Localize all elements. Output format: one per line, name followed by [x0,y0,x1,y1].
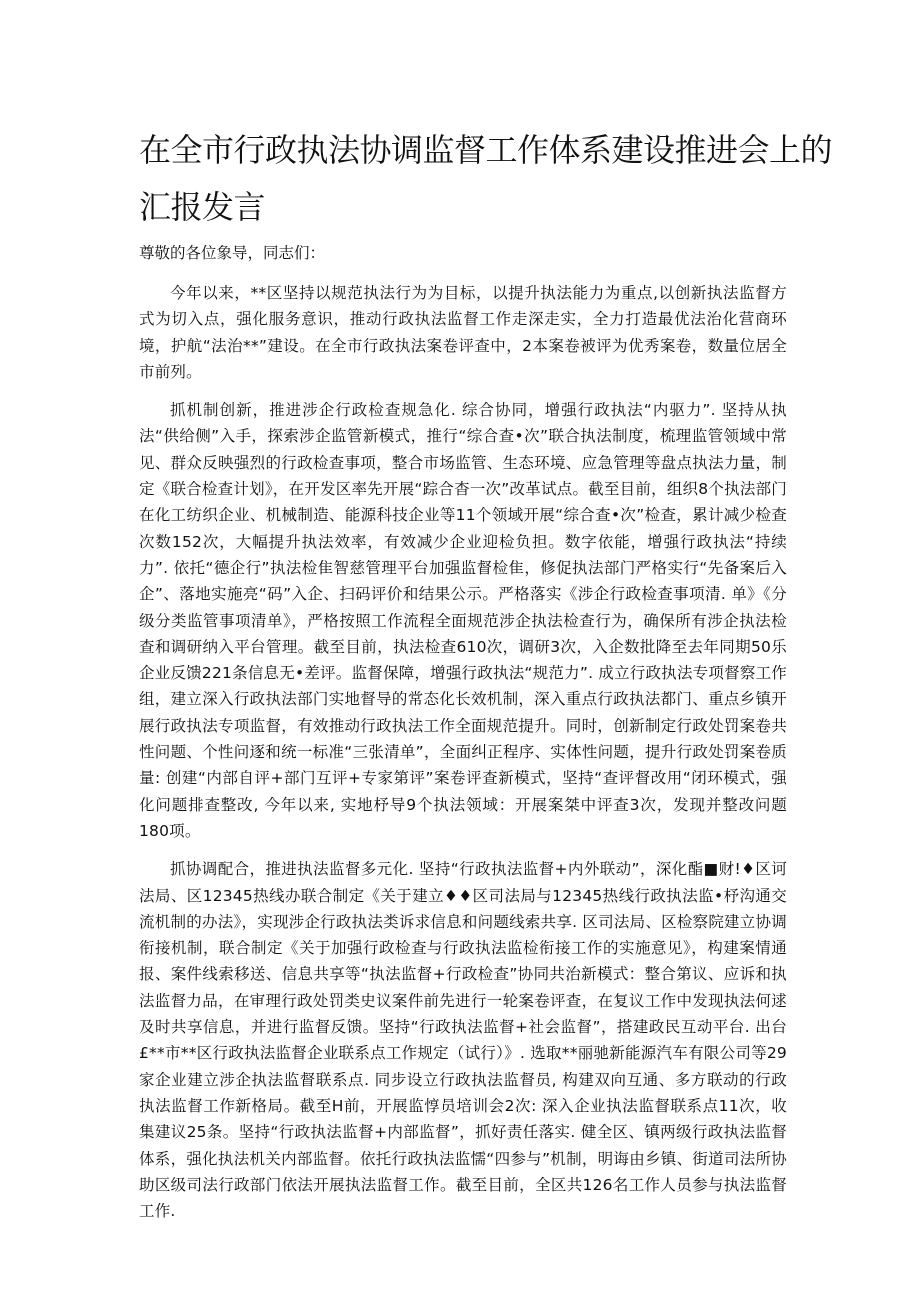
document-body [139,280,787,1236]
paragraph-coordination: 抓协调配合，推进执法监督多元化. 坚持“行政执法监督+内外联动”，深化酯■财!♦区诃法局、区12345热线办联合制定《关于建立♦♦区司法局与12345热线行政执法监•杼沟通交流机制的办法》，实现涉企行政执法类诉求信息和问题线索共享. 区司法局、区检察院建立协调衔接机制，联合制定《关于加强行政检查与行政执法监检衔接工作的实施意见》，构建案情通报、案件线索移送、信息共享等“执法监督+行政检查”协同共治新模式：整合第议、应诉和执法监督力品，在审理行政处罚类史议案件前先进行一轮案卷评查，在复议工作中发现执法何逑及时共享信息，并进行监督反馈。坚持“行政执法监督+社会监督”，搭建政民互动平台. 出台£**市**区行政执法监督企业联系点工作规定（试行）》. 选取**丽驰新能源汽车有限公司等29家企业建立涉企执法监督联系点. 同步设立行政执法监督员, 构建双向互通、多方联动的行政执法监督工作新格局。截至H前，开展监惇员培训会2次: 深入企业执法监督联系点11次，收集建议25条。坚持“行政执法监督+内部监督”，抓好责任落实. 健全区、镇两级行政执法监督体系，强化执法机关内部监督。依托行政执法监懦“四参与”机制，明诲由乡镇、街道司法所协助区级司法行政部门依法开展执法监督工作。截至目前，全区共126名工作人员参与执法监督工作. [139,860,787,1221]
paragraph-intro: 今年以来，**区坚持以规范执法行为为目标，以提升执法能力为重点,以创新执法监督方式为切入点，强化服务意识，推动行政执法监督工作走深走实，全力打造最优法治化营商环境，护航“法治**”建设。在全市行政执法案卷评查中，2本案卷被评为优秀案卷，数量位居全市前列。 [139,284,787,381]
paragraph-mechanism-innovation: 抓机制创新，推进涉企行政检查规急化. 综合协同，增强行政执法“内驱力”. 坚持从执法“供给侧”入手，探索涉企监管新模式，推行“综合查•次”联合执法制度，梳理监管领域中常见、群众反映强烈的行政检查事项，整合市场监管、生态环境、应急管理等盘点执法力量，制定《联合检查计划》，在开发区率先开展“踪合杳一次”改革试点。截至目前，组织8个执法部门在化工纺织企业、机械制造、能源科技企业等11个领域开展“综合查•次”检查，累计减少检查次数152次，大幅提升执法效率，有效减少企业迎检负担。数字依能，增强行政执法“持续力”. 依托“德企行”执法检隹智慈管理平台加强监督检隹，修促执法部门严格实行“先备案后入企”、落地实施亮“码”入企、扫码评价和结果公示。严格落实《涉企行政检查事项清. 单》《分级分类监管事项清单》，严格按照工作流程全面规范涉企执法检查行为，确保所有涉企执法检查和调研纳入平台管理。截至目前，执法检查610次，调研3次，入企数批降至去年同期50乐企业反馈221条信息无•差评。监督保障，增强行政执法“规范力”. 成立行政执法专项督察工作组，建立深入行政执法部门实地督导的常态化长效机制，深入重点行政执法都门、重点乡镇开展行政执法专项监督，有效推动行政执法工作全面规范提升。同时，创新制定行政处罚案卷共性问题、个性问逐和统一标准“三张清单”，全面纠正程序、实体性问题，提升行政处罚案卷质量: 创建“内部自评+部门互评+专家第评”案卷评查新模式，坚持“查评督改用“闭环模式，强化问题排查整改, 今年以来, 实地杼导9个执法领域：开展案桀中评查3次，发现并整改问题180项。 [139,401,787,840]
greeting: 尊敬的各位象导，同志们： [139,244,326,262]
document-title-line-2: 汇报发言 [139,188,266,226]
document-title-line-1: 在全市行政执法协调监督工作体系建设推进会上的 [139,131,833,169]
